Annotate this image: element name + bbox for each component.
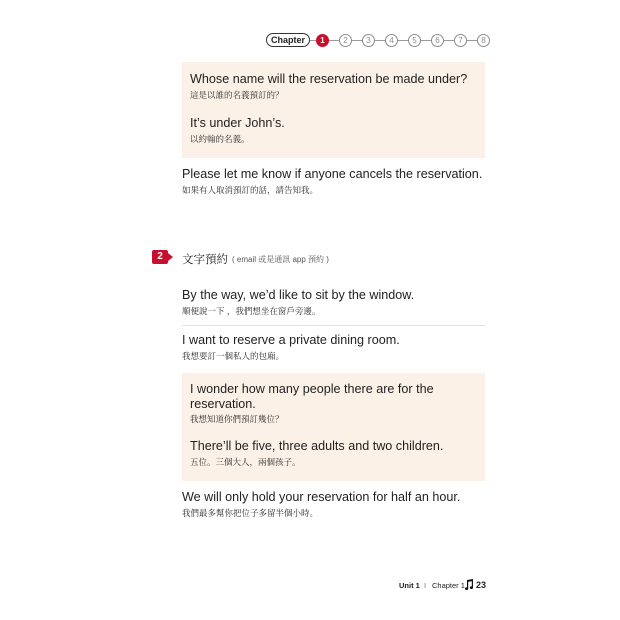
sentence-3-zh: 我想要訂一個私人的包廂。	[182, 351, 285, 361]
chapter-step-6: 6	[431, 34, 444, 47]
dialog2-question-en-line1: I wonder how many people there are for the	[190, 382, 434, 396]
footer-separator: I	[424, 581, 427, 590]
dialog1-answer-en: It’s under John’s.	[190, 116, 285, 130]
chapter-nav	[266, 33, 488, 47]
dialog2-answer-zh: 五位。三個大人，兩個孩子。	[190, 457, 301, 467]
music-note-icon	[464, 579, 474, 591]
dialog2-question-zh: 我想知道你們預訂幾位？	[190, 414, 284, 424]
sentence-1-en: Please let me know if anyone cancels the reservation.	[182, 167, 483, 181]
footer-chapter: Chapter 1	[432, 581, 465, 590]
section-subtitle: ( email 或是通訊 app 預約 )	[232, 255, 329, 264]
chapter-step-5: 5	[408, 34, 421, 47]
sentence-4-zh: 我們最多幫你把位子多留半個小時。	[182, 508, 319, 518]
sentence-1-zh: 如果有人取消預訂的話，請告知我。	[182, 185, 319, 195]
chapter-step-1: 1	[316, 34, 329, 47]
dialog2-answer-en: There’ll be five, three adults and two children.	[190, 439, 444, 453]
sentence-4-en: We will only hold your reservation for half an hour.	[182, 490, 461, 504]
chapter-step-4: 4	[385, 34, 398, 47]
chapter-step-2: 2	[339, 34, 352, 47]
section-number-badge	[152, 250, 176, 264]
section-title: 文字預約	[182, 254, 228, 266]
badge-arrow-icon	[168, 253, 173, 261]
dialog1-question-en: Whose name will the reservation be made under?	[190, 72, 468, 86]
footer-unit: Unit 1	[399, 581, 420, 590]
divider	[182, 325, 485, 326]
dialog1-answer-zh: 以約翰的名義。	[190, 134, 250, 144]
dialog2-question-en-line2: reservation.	[190, 397, 256, 411]
sentence-2-zh: 順便說一下 ，我們想坐在窗戶旁邊。	[182, 306, 321, 316]
sentence-2-en: By the way, we’d like to sit by the window.	[182, 288, 415, 302]
dialog1-question-zh: 這是以誰的名義預訂的？	[190, 90, 284, 100]
chapter-step-7: 7	[454, 34, 467, 47]
chapter-label: Chapter	[266, 33, 310, 47]
sentence-3-en: I want to reserve a private dining room.	[182, 333, 400, 347]
chapter-step-3: 3	[362, 34, 375, 47]
page-number: 23	[476, 580, 487, 590]
chapter-step-8: 8	[477, 34, 490, 47]
section-number: 2	[152, 250, 168, 264]
